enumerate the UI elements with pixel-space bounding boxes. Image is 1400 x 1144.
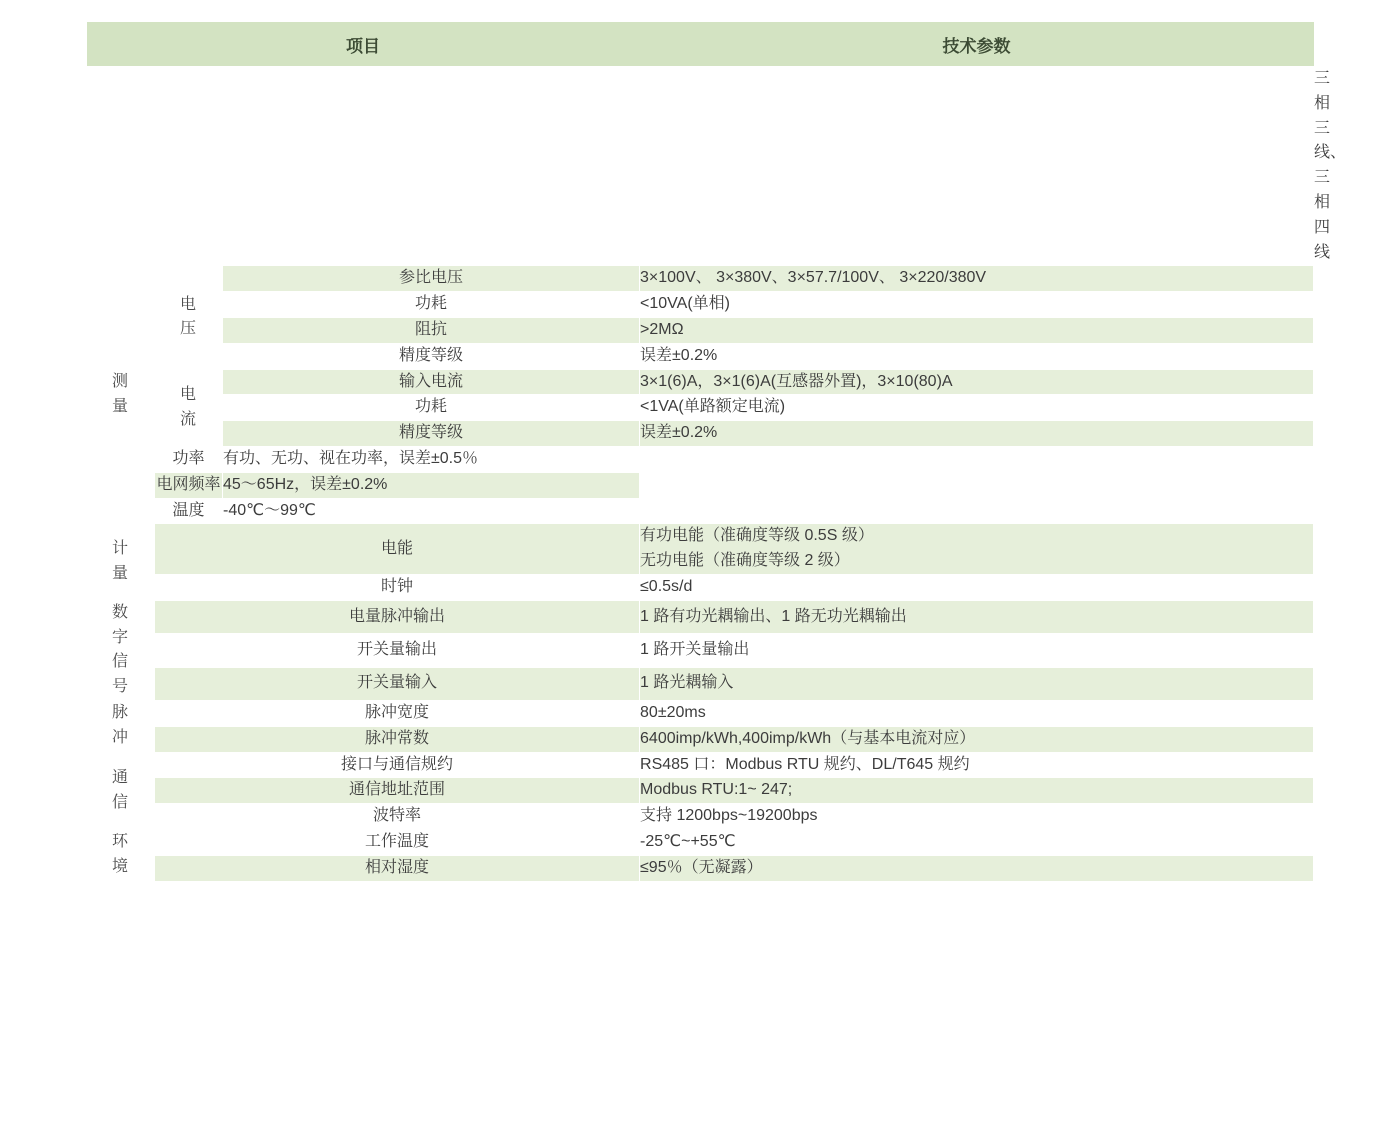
spec-item-cell: 相对湿度 xyxy=(155,855,640,881)
spec-value-line: 3×100V、 3×380V、3×57.7/100V、 3×220/380V xyxy=(640,269,987,287)
spec-value-cell xyxy=(640,421,1314,447)
spec-value-cell xyxy=(640,634,1314,667)
spec-item-cell: 电量脉冲输出 xyxy=(155,600,640,633)
spec-value-line: 有功、无功、视在功率，误差±0.5％ xyxy=(223,449,479,467)
spec-item-cell: 工作温度 xyxy=(155,829,640,855)
group-category-label: 测量 xyxy=(111,373,129,415)
spec-item-cell: 通信地址范围 xyxy=(155,778,640,804)
spec-value-line: >2MΩ xyxy=(640,320,684,338)
group-category-label: 数字信号 xyxy=(111,603,129,696)
table-row xyxy=(87,829,1314,855)
spec-item-cell: 脉冲宽度 xyxy=(155,700,640,726)
spec-item-cell: 功耗 xyxy=(223,292,640,318)
spec-value-line: 45～65Hz，误差±0.2% xyxy=(223,475,388,493)
group-category-cell xyxy=(87,600,155,700)
group-category-cell xyxy=(87,700,155,752)
group-subcategory-cell xyxy=(155,266,223,369)
spec-value-cell xyxy=(640,752,1314,778)
specification-table xyxy=(86,22,1347,882)
group-category-cell xyxy=(87,266,155,524)
spec-value-line: RS485 口：Modbus RTU 规约、DL/T645 规约 xyxy=(640,755,970,773)
spec-sheet xyxy=(0,22,1400,1144)
group-category-cell xyxy=(87,524,155,600)
table-row xyxy=(87,726,1314,752)
spec-item-cell: 功耗 xyxy=(223,395,640,421)
spec-item-cell: 精度等级 xyxy=(223,421,640,447)
spec-value-line: 误差±0.2% xyxy=(640,346,718,364)
spec-item-cell: 温度 xyxy=(155,498,223,524)
table-row xyxy=(87,700,1314,726)
spec-item-cell: 精度等级 xyxy=(223,343,640,369)
header-cell-parameter: 技术参数 xyxy=(640,22,1314,67)
table-row xyxy=(87,266,1314,292)
spec-value-line: 3×1(6)A，3×1(6)A(互感器外置)，3×10(80)A xyxy=(640,372,953,390)
spec-item-cell: 参比电压 xyxy=(223,266,640,292)
table-body xyxy=(87,67,1347,882)
spec-value-cell xyxy=(640,343,1314,369)
group-category-label: 环境 xyxy=(111,833,129,876)
group-category-cell xyxy=(87,829,155,881)
group-category-label: 通信 xyxy=(111,768,129,811)
table-row xyxy=(87,752,1314,778)
spec-item-cell: 功率 xyxy=(155,446,223,472)
table-row xyxy=(87,855,1314,881)
spec-value-line: ≤95％（无凝露） xyxy=(640,858,763,876)
group-category-label: 计量 xyxy=(111,540,129,583)
spec-value-cell xyxy=(640,600,1314,633)
spec-value-line: 误差±0.2% xyxy=(640,424,718,442)
spec-value-cell xyxy=(640,778,1314,804)
spec-value-line: <1VA(单路额定电流) xyxy=(640,398,786,416)
spec-item-cell: 波特率 xyxy=(155,804,640,830)
spec-value-cell xyxy=(640,317,1314,343)
table-row xyxy=(87,634,1314,667)
spec-value-line: 支持 1200bps~19200bps xyxy=(640,807,818,825)
table-row xyxy=(87,317,1314,343)
spec-item-cell: 电网频率 xyxy=(155,472,223,498)
group-subcategory-cell xyxy=(155,369,223,446)
table-row xyxy=(87,472,1314,498)
spec-value-cell xyxy=(640,804,1314,830)
table-row xyxy=(87,804,1314,830)
spec-value-cell xyxy=(640,369,1314,395)
spec-value-cell xyxy=(640,855,1314,881)
spec-value-cell xyxy=(640,524,1314,575)
table-row xyxy=(87,292,1314,318)
spec-value-cell xyxy=(640,700,1314,726)
group-category-cell xyxy=(87,67,155,266)
spec-value-line: -40℃～99℃ xyxy=(223,501,316,519)
spec-item-cell xyxy=(155,67,1314,266)
table-row xyxy=(87,600,1314,633)
spec-value-cell xyxy=(640,292,1314,318)
spec-item-cell: 开关量输出 xyxy=(155,634,640,667)
group-subcategory-label: 电流 xyxy=(179,385,197,428)
spec-value-line: 1 路开关量输出 xyxy=(640,640,750,658)
spec-value-cell xyxy=(640,726,1314,752)
spec-value-cell xyxy=(640,395,1314,421)
table-row xyxy=(87,421,1314,447)
table-row xyxy=(87,667,1314,700)
spec-value-line: 有功电能（准确度等级 0.5S 级） xyxy=(640,527,874,545)
spec-item-cell: 时钟 xyxy=(155,574,640,600)
spec-item-cell: 输入电流 xyxy=(223,369,640,395)
spec-item-cell: 接口与通信规约 xyxy=(155,752,640,778)
table-row xyxy=(87,524,1314,575)
spec-value-line: 6400imp/kWh,400imp/kWh（与基本电流对应） xyxy=(640,729,976,747)
table-header xyxy=(87,22,1314,67)
table-row xyxy=(87,778,1314,804)
header-cell-item: 项目 xyxy=(87,22,640,67)
spec-value-line: 1 路光耦输入 xyxy=(640,674,734,692)
spec-item-cell: 阻抗 xyxy=(223,317,640,343)
spec-value-cell xyxy=(640,829,1314,855)
table-row: 三相三线、三相四线 xyxy=(87,67,1314,266)
spec-value-line: 80±20ms xyxy=(640,703,706,721)
spec-value-cell xyxy=(640,266,1314,292)
spec-value-line: Modbus RTU:1~ 247; xyxy=(640,781,793,799)
table-row xyxy=(87,343,1314,369)
table-row xyxy=(87,446,1314,472)
spec-value-line: <10VA(单相) xyxy=(640,295,730,313)
spec-item-cell: 电能 xyxy=(155,524,640,575)
spec-item-cell: 开关量输入 xyxy=(155,667,640,700)
spec-value-cell xyxy=(223,446,640,472)
table-row xyxy=(87,369,1314,395)
spec-item-cell: 脉冲常数 xyxy=(155,726,640,752)
table-row xyxy=(87,574,1314,600)
spec-value-line: 1 路有功光耦输出、1 路无功光耦输出 xyxy=(640,607,907,625)
spec-value-line: 无功电能（准确度等级 2 级） xyxy=(640,552,850,570)
group-subcategory-label: 电压 xyxy=(179,295,197,338)
spec-value-cell xyxy=(223,498,640,524)
header-row xyxy=(87,22,1314,67)
spec-value-cell xyxy=(640,667,1314,700)
spec-value-line: ≤0.5s/d xyxy=(640,577,693,595)
group-category-label: 脉冲 xyxy=(111,704,129,747)
table-row xyxy=(87,498,1314,524)
spec-value-cell xyxy=(640,574,1314,600)
group-category-cell xyxy=(87,752,155,829)
spec-value-line: -25℃~+55℃ xyxy=(640,832,736,850)
table-row xyxy=(87,395,1314,421)
spec-value-cell xyxy=(223,472,640,498)
